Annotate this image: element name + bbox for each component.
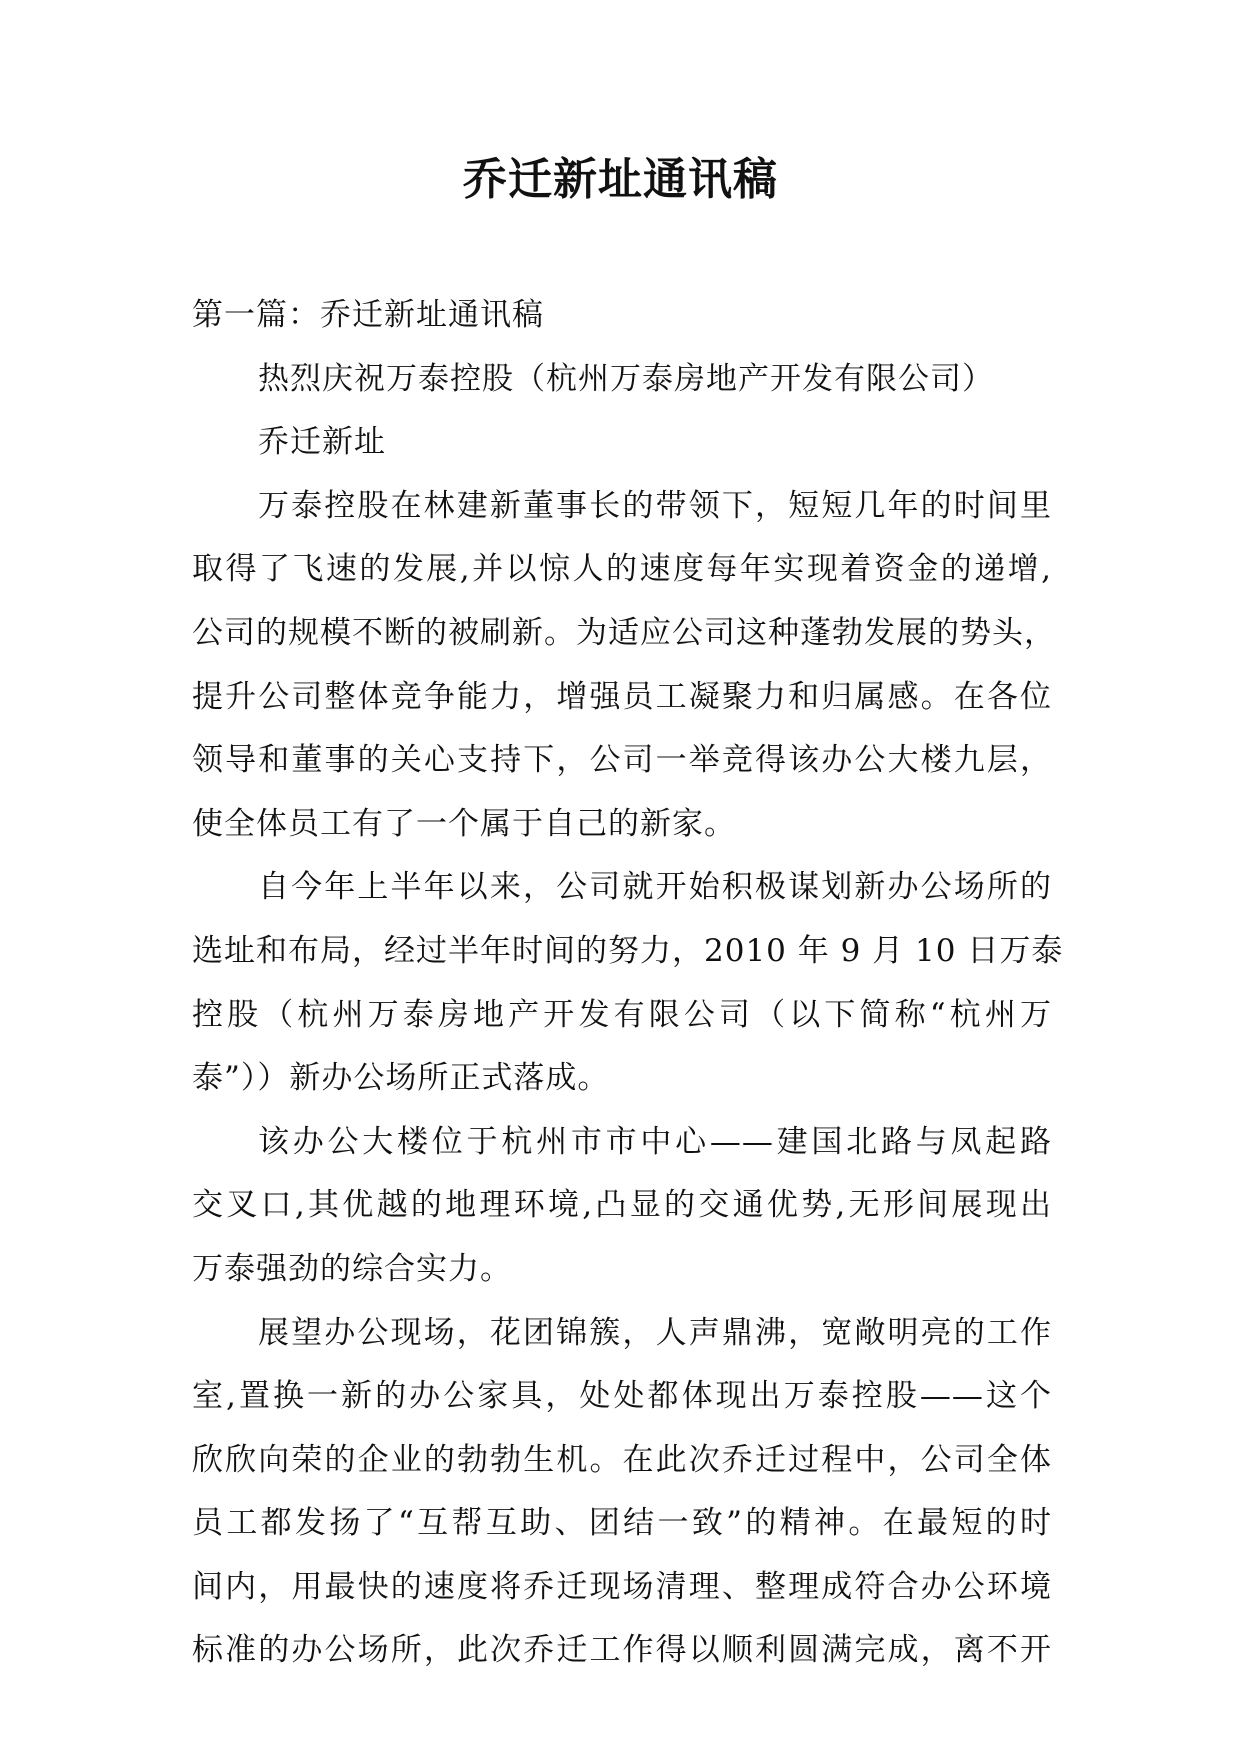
text-line: 选址和布局，经过半年时间的努力，2010 年 9 月 10 日万泰 [192, 932, 1064, 969]
text-line: 室,置换一新的办公家具，处处都体现出万泰控股——这个 [192, 1378, 1052, 1415]
text-line: 控股（杭州万泰房地产开发有限公司（以下简称“杭州万 [192, 996, 1052, 1033]
text-line: 领导和董事的关心支持下，公司一举竞得该办公大楼九层， [192, 742, 1052, 779]
text-line: 使全体员工有了一个属于自己的新家。 [192, 805, 736, 842]
text-line: 标准的办公场所，此次乔迁工作得以顺利圆满完成，离不开 [192, 1632, 1052, 1669]
text-line: 展望办公现场，花团锦簇，人声鼎沸，宽敞明亮的工作 [258, 1314, 1052, 1351]
text-line: 欣欣向荣的企业的勃勃生机。在此次乔迁过程中，公司全体 [192, 1441, 1052, 1478]
text-line: 提升公司整体竞争能力，增强员工凝聚力和归属感。在各位 [192, 678, 1052, 715]
text-line: 自今年上半年以来，公司就开始积极谋划新办公场所的 [258, 869, 1052, 906]
text-line: 公司的规模不断的被刷新。为适应公司这种蓬勃发展的势头， [192, 614, 1056, 651]
text-line: 乔迁新址 [258, 424, 386, 461]
text-line: 热烈庆祝万泰控股（杭州万泰房地产开发有限公司） [258, 360, 994, 397]
document-title: 乔迁新址通讯稿 [463, 154, 778, 205]
text-line: 员工都发扬了“互帮互助、团结一致”的精神。在最短的时 [192, 1505, 1052, 1542]
text-line: 该办公大楼位于杭州市市中心——建国北路与凤起路 [258, 1123, 1052, 1160]
text-line: 交叉口,其优越的地理环境,凸显的交通优势,无形间展现出 [192, 1187, 1052, 1224]
document-body [192, 284, 1064, 1683]
text-line: 间内，用最快的速度将乔迁现场清理、整理成符合办公环境 [192, 1568, 1052, 1605]
text-line: 泰”））新办公场所正式落成。 [192, 1060, 610, 1097]
text-line: 万泰强劲的综合实力。 [192, 1250, 512, 1287]
text-line: 第一篇：乔迁新址通讯稿 [192, 297, 544, 333]
text-line: 万泰控股在林建新董事长的带领下，短短几年的时间里 [258, 487, 1052, 524]
text-line: 取得了飞速的发展,并以惊人的速度每年实现着资金的递增, [192, 551, 1052, 588]
